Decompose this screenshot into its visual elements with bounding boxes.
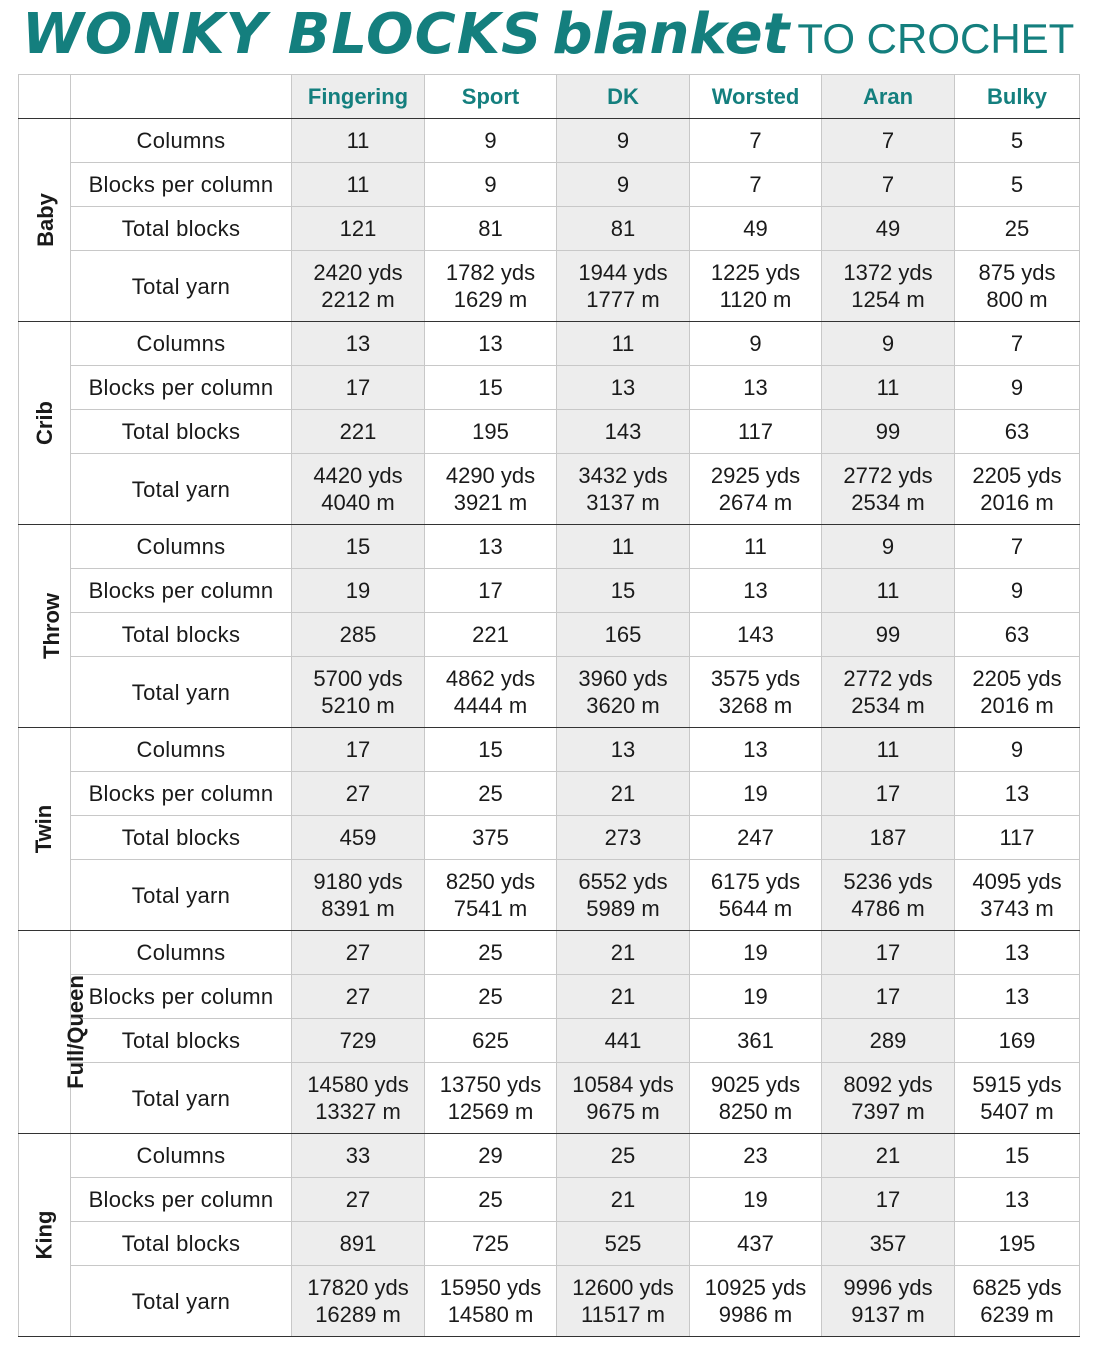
value-cell: 143 (557, 410, 690, 454)
value-cell: 15 (425, 728, 557, 772)
yarn-meters: 13327 m (315, 1099, 401, 1124)
value-cell: 7 (690, 163, 822, 207)
row-label: Total blocks (71, 410, 292, 454)
yarn-cell (292, 860, 425, 931)
yarn-cell (955, 860, 1080, 931)
yarn-yards: 10584 yds (572, 1072, 674, 1097)
yarn-meters: 5989 m (586, 896, 660, 921)
value-cell: 17 (822, 975, 955, 1019)
title-blanket: blanket (552, 2, 790, 67)
value-cell: 19 (690, 931, 822, 975)
yarn-cell (292, 1063, 425, 1134)
value-cell: 525 (557, 1222, 690, 1266)
value-cell: 63 (955, 410, 1080, 454)
value-cell: 21 (557, 772, 690, 816)
value-cell: 143 (690, 613, 822, 657)
yarn-cell (955, 1063, 1080, 1134)
value-cell: 625 (425, 1019, 557, 1063)
yarn-yards: 13750 yds (439, 1072, 542, 1097)
value-cell: 195 (955, 1222, 1080, 1266)
value-cell: 285 (292, 613, 425, 657)
value-cell: 9 (557, 119, 690, 163)
value-cell: 13 (955, 931, 1080, 975)
size-label: Crib (31, 401, 57, 445)
yarn-yards: 1372 yds (843, 260, 933, 285)
row-label: Columns (71, 728, 292, 772)
value-cell: 81 (425, 207, 557, 251)
table-row (19, 366, 1080, 410)
table-row (19, 1063, 1080, 1134)
value-cell: 221 (292, 410, 425, 454)
yarn-meters: 800 m (986, 287, 1048, 312)
yarn-meters: 4786 m (851, 896, 925, 921)
header-corner (19, 75, 71, 119)
yarn-cell (557, 1266, 690, 1337)
yarn-yards: 2205 yds (972, 463, 1062, 488)
value-cell: 27 (292, 931, 425, 975)
value-cell: 169 (955, 1019, 1080, 1063)
value-cell: 27 (292, 1178, 425, 1222)
yarn-meters: 7541 m (453, 896, 528, 921)
value-cell: 13 (690, 569, 822, 613)
value-cell: 247 (690, 816, 822, 860)
size-label: King (31, 1210, 57, 1260)
row-label: Total yarn (71, 1266, 292, 1337)
yarn-yards: 9996 yds (843, 1275, 933, 1300)
value-cell: 117 (955, 816, 1080, 860)
value-cell: 25 (425, 772, 557, 816)
yarn-meters: 9675 m (586, 1099, 660, 1124)
value-cell: 13 (955, 772, 1080, 816)
value-cell: 9 (822, 322, 955, 366)
value-cell: 375 (425, 816, 557, 860)
table-row (19, 728, 1080, 772)
yarn-yards: 1782 yds (445, 260, 536, 285)
table-row (19, 410, 1080, 454)
table-row (19, 1178, 1080, 1222)
yarn-cell (822, 454, 955, 525)
yarn-cell (690, 860, 822, 931)
yarn-yards: 2420 yds (313, 260, 403, 285)
value-cell: 273 (557, 816, 690, 860)
value-cell: 11 (822, 569, 955, 613)
yarn-yards: 875 yds (978, 260, 1056, 285)
yarn-yards: 1944 yds (578, 260, 668, 285)
value-cell: 15 (955, 1134, 1080, 1178)
value-cell: 81 (557, 207, 690, 251)
row-label: Total yarn (71, 251, 292, 322)
row-label: Blocks per column (71, 975, 292, 1019)
yarn-meters: 8250 m (718, 1099, 793, 1124)
yarn-meters: 1120 m (719, 287, 792, 312)
value-cell: 29 (425, 1134, 557, 1178)
yarn-meters: 2534 m (851, 693, 925, 718)
value-cell: 17 (822, 931, 955, 975)
value-cell: 7 (690, 119, 822, 163)
table-row (19, 322, 1080, 366)
yarn-cell (955, 657, 1080, 728)
value-cell: 9 (690, 322, 822, 366)
yarn-meters: 5407 m (980, 1099, 1054, 1124)
value-cell: 21 (822, 1134, 955, 1178)
yarn-cell (690, 1266, 822, 1337)
value-cell: 187 (822, 816, 955, 860)
row-label: Columns (71, 322, 292, 366)
size-label-cell (19, 322, 71, 525)
value-cell: 7 (955, 525, 1080, 569)
row-label: Total yarn (71, 657, 292, 728)
yarn-meters: 1254 m (851, 287, 925, 312)
value-cell: 729 (292, 1019, 425, 1063)
table-row (19, 207, 1080, 251)
yarn-cell (690, 251, 822, 322)
size-label: Throw (39, 593, 64, 659)
value-cell: 25 (557, 1134, 690, 1178)
yarn-cell (557, 1063, 690, 1134)
yarn-yards: 4862 yds (445, 666, 536, 691)
yarn-yards: 3432 yds (578, 463, 668, 488)
yarn-meters: 5210 m (321, 693, 395, 718)
yarn-meters: 7397 m (851, 1099, 925, 1124)
value-cell: 13 (955, 1178, 1080, 1222)
value-cell: 21 (557, 1178, 690, 1222)
page-title (22, 2, 1074, 74)
table-row (19, 975, 1080, 1019)
value-cell: 5 (955, 119, 1080, 163)
row-label: Total blocks (71, 613, 292, 657)
value-cell: 33 (292, 1134, 425, 1178)
value-cell: 15 (557, 569, 690, 613)
table-row (19, 860, 1080, 931)
table-row (19, 525, 1080, 569)
value-cell: 13 (690, 728, 822, 772)
value-cell: 19 (690, 1178, 822, 1222)
value-cell: 17 (822, 772, 955, 816)
yarn-meters: 2674 m (718, 490, 793, 515)
yarn-meters: 2534 m (851, 490, 925, 515)
table-row (19, 251, 1080, 322)
value-cell: 459 (292, 816, 425, 860)
yarn-yards: 12600 yds (572, 1275, 674, 1300)
table-body (19, 119, 1080, 1337)
yarn-meters: 1629 m (453, 287, 528, 312)
yarn-cell (822, 657, 955, 728)
yarn-meters: 4444 m (453, 693, 528, 718)
value-cell: 19 (292, 569, 425, 613)
yarn-cell (425, 1063, 557, 1134)
row-label: Total blocks (71, 1019, 292, 1063)
size-label-cell (19, 728, 71, 931)
yarn-cell (425, 454, 557, 525)
row-label: Blocks per column (71, 366, 292, 410)
value-cell: 23 (690, 1134, 822, 1178)
yarn-meters: 2016 m (980, 693, 1054, 718)
value-cell: 195 (425, 410, 557, 454)
value-cell: 21 (557, 975, 690, 1019)
yarn-cell (292, 657, 425, 728)
value-cell: 17 (425, 569, 557, 613)
yarn-yards: 5915 yds (972, 1072, 1062, 1097)
yarn-yards: 2205 yds (972, 666, 1062, 691)
value-cell: 9 (425, 119, 557, 163)
yarn-yards: 9180 yds (313, 869, 403, 894)
value-cell: 117 (690, 410, 822, 454)
row-label: Total yarn (71, 454, 292, 525)
yarn-yards: 4290 yds (445, 463, 536, 488)
table-row (19, 119, 1080, 163)
value-cell: 9 (955, 728, 1080, 772)
value-cell: 25 (425, 931, 557, 975)
yarn-cell (955, 1266, 1080, 1337)
row-label: Columns (71, 119, 292, 163)
value-cell: 13 (557, 728, 690, 772)
yarn-meters: 9986 m (718, 1302, 793, 1327)
yarn-yards: 4095 yds (972, 869, 1062, 894)
value-cell: 99 (822, 613, 955, 657)
table-row (19, 1019, 1080, 1063)
value-cell: 437 (690, 1222, 822, 1266)
yarn-meters: 9137 m (851, 1302, 925, 1327)
header-row (19, 75, 1080, 119)
yarn-yards: 9025 yds (710, 1072, 801, 1097)
yarn-yards: 2925 yds (710, 463, 801, 488)
table-row (19, 1266, 1080, 1337)
value-cell: 165 (557, 613, 690, 657)
yarn-yards: 6175 yds (710, 869, 801, 894)
value-cell: 13 (557, 366, 690, 410)
value-cell: 725 (425, 1222, 557, 1266)
yarn-yards: 15950 yds (439, 1275, 542, 1300)
yarn-cell (425, 1266, 557, 1337)
yarn-cell (425, 860, 557, 931)
row-label: Blocks per column (71, 772, 292, 816)
title-main: WONKY BLOCKS (22, 2, 543, 67)
yarn-requirements-table (18, 74, 1080, 1337)
value-cell: 289 (822, 1019, 955, 1063)
value-cell: 11 (690, 525, 822, 569)
yarn-cell (822, 1266, 955, 1337)
yarn-cell (292, 454, 425, 525)
value-cell: 19 (690, 975, 822, 1019)
yarn-yards: 6552 yds (578, 869, 668, 894)
yarn-yards: 3575 yds (710, 666, 801, 691)
table-row (19, 163, 1080, 207)
yarn-cell (425, 251, 557, 322)
value-cell: 17 (292, 728, 425, 772)
value-cell: 13 (425, 525, 557, 569)
value-cell: 15 (292, 525, 425, 569)
size-label-cell (19, 525, 71, 728)
value-cell: 15 (425, 366, 557, 410)
value-cell: 49 (690, 207, 822, 251)
value-cell: 19 (690, 772, 822, 816)
yarn-cell (955, 251, 1080, 322)
table-row (19, 1134, 1080, 1178)
value-cell: 7 (955, 322, 1080, 366)
table-row (19, 454, 1080, 525)
size-label: Twin (31, 804, 57, 854)
yarn-meters: 2016 m (980, 490, 1054, 515)
yarn-meters: 12569 m (447, 1099, 534, 1124)
value-cell: 221 (425, 613, 557, 657)
row-label: Columns (71, 1134, 292, 1178)
value-cell: 5 (955, 163, 1080, 207)
yarn-meters: 5644 m (718, 896, 793, 921)
yarn-cell (822, 860, 955, 931)
yarn-yards: 4420 yds (313, 463, 403, 488)
title-subtitle: TO CROCHET (797, 15, 1075, 62)
row-label: Total yarn (71, 860, 292, 931)
yarn-cell (690, 454, 822, 525)
yarn-cell (557, 657, 690, 728)
row-label: Total blocks (71, 816, 292, 860)
yarn-cell (955, 454, 1080, 525)
value-cell: 9 (822, 525, 955, 569)
yarn-yards: 10925 yds (704, 1275, 807, 1300)
yarn-yards: 2772 yds (843, 463, 933, 488)
value-cell: 11 (292, 163, 425, 207)
table-row (19, 931, 1080, 975)
table-row (19, 816, 1080, 860)
yarn-meters: 8391 m (321, 896, 395, 921)
value-cell: 9 (955, 366, 1080, 410)
value-cell: 25 (425, 1178, 557, 1222)
value-cell: 361 (690, 1019, 822, 1063)
row-label: Columns (71, 931, 292, 975)
row-label: Blocks per column (71, 1178, 292, 1222)
row-label: Blocks per column (71, 163, 292, 207)
value-cell: 63 (955, 613, 1080, 657)
value-cell: 441 (557, 1019, 690, 1063)
header-label-spacer (71, 75, 292, 119)
value-cell: 13 (425, 322, 557, 366)
value-cell: 49 (822, 207, 955, 251)
header-dk: DK (557, 75, 690, 119)
table-row (19, 1222, 1080, 1266)
value-cell: 13 (955, 975, 1080, 1019)
table-row (19, 569, 1080, 613)
row-label: Total blocks (71, 207, 292, 251)
size-label-cell (19, 931, 88, 1134)
yarn-yards: 14580 yds (307, 1072, 409, 1097)
yarn-yards: 3960 yds (578, 666, 668, 691)
table-row (19, 657, 1080, 728)
yarn-yards: 17820 yds (307, 1275, 409, 1300)
value-cell: 9 (425, 163, 557, 207)
row-label: Total yarn (71, 1063, 292, 1134)
row-label: Total blocks (71, 1222, 292, 1266)
yarn-yards: 5236 yds (843, 869, 933, 894)
size-label-cell (19, 1134, 71, 1337)
yarn-meters: 6239 m (980, 1302, 1054, 1327)
size-label: Baby (32, 193, 58, 247)
header-fingering: Fingering (292, 75, 425, 119)
yarn-meters: 3137 m (586, 490, 660, 515)
yarn-meters: 3921 m (453, 490, 528, 515)
yarn-cell (557, 251, 690, 322)
yarn-yards: 8092 yds (843, 1072, 933, 1097)
yarn-yards: 6825 yds (972, 1275, 1062, 1300)
value-cell: 11 (557, 322, 690, 366)
yarn-meters: 14580 m (447, 1302, 534, 1327)
table-row (19, 613, 1080, 657)
value-cell: 11 (822, 728, 955, 772)
yarn-meters: 4040 m (321, 490, 395, 515)
value-cell: 27 (292, 772, 425, 816)
value-cell: 17 (822, 1178, 955, 1222)
yarn-meters: 16289 m (315, 1302, 401, 1327)
yarn-meters: 3268 m (718, 693, 793, 718)
row-label: Columns (71, 525, 292, 569)
table-row (19, 772, 1080, 816)
value-cell: 11 (557, 525, 690, 569)
value-cell: 121 (292, 207, 425, 251)
yarn-meters: 11517 m (581, 1302, 665, 1327)
yarn-yards: 2772 yds (843, 666, 933, 691)
yarn-cell (557, 454, 690, 525)
yarn-cell (690, 657, 822, 728)
value-cell: 357 (822, 1222, 955, 1266)
row-label: Blocks per column (71, 569, 292, 613)
size-label: Full/Queen (62, 975, 88, 1089)
header-aran: Aran (822, 75, 955, 119)
value-cell: 11 (292, 119, 425, 163)
value-cell: 13 (690, 366, 822, 410)
value-cell: 7 (822, 163, 955, 207)
value-cell: 9 (955, 569, 1080, 613)
value-cell: 17 (292, 366, 425, 410)
value-cell: 891 (292, 1222, 425, 1266)
size-label-cell (19, 119, 71, 322)
header-sport: Sport (425, 75, 557, 119)
yarn-cell (690, 1063, 822, 1134)
value-cell: 13 (292, 322, 425, 366)
yarn-meters: 3743 m (980, 896, 1054, 921)
yarn-yards: 5700 yds (313, 666, 403, 691)
value-cell: 27 (292, 975, 425, 1019)
value-cell: 11 (822, 366, 955, 410)
yarn-cell (822, 1063, 955, 1134)
yarn-cell (822, 251, 955, 322)
header-worsted: Worsted (690, 75, 822, 119)
yarn-yards: 8250 yds (445, 869, 536, 894)
yarn-meters: 1777 m (586, 287, 660, 312)
value-cell: 9 (557, 163, 690, 207)
yarn-cell (292, 251, 425, 322)
value-cell: 25 (425, 975, 557, 1019)
yarn-cell (292, 1266, 425, 1337)
yarn-yards: 1225 yds (710, 260, 801, 285)
yarn-cell (425, 657, 557, 728)
value-cell: 25 (955, 207, 1080, 251)
yarn-meters: 2212 m (321, 287, 395, 312)
yarn-cell (557, 860, 690, 931)
value-cell: 99 (822, 410, 955, 454)
value-cell: 7 (822, 119, 955, 163)
yarn-meters: 3620 m (586, 693, 660, 718)
header-bulky: Bulky (955, 75, 1080, 119)
value-cell: 21 (557, 931, 690, 975)
